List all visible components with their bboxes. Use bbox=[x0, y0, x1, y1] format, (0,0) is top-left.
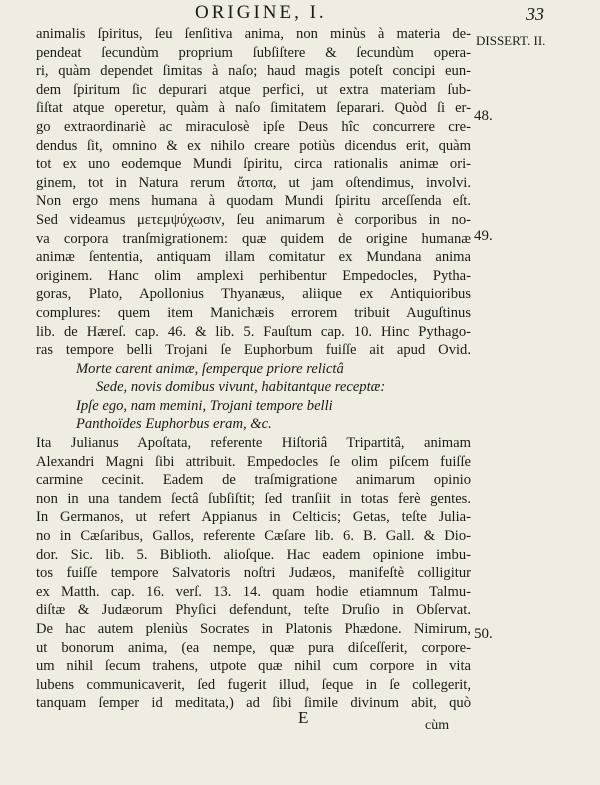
side-note-50: 50. bbox=[474, 626, 493, 642]
text-line: um nihil ſecum trahens, utpote quæ nihil cum corpore in vita bbox=[36, 658, 471, 675]
side-note-48: 48. bbox=[474, 108, 493, 124]
text-line: complures: quem item Manichæis errorem tribuit Auguſtinus bbox=[36, 304, 471, 321]
text-line: ut bonorum anima, (ea nempe, quæ pura diſceſſerit, corpore- bbox=[36, 639, 471, 656]
running-title: ORIGINE, I. bbox=[195, 2, 327, 23]
text-line: originem. Hanc olim amplexi perhibentur Empedocles, Pytha- bbox=[36, 267, 471, 284]
text-line: tot ex uno eodemque Mundi ſpiritu, circa rationalis animæ ori- bbox=[36, 156, 471, 173]
text-line: ginem, tot in Natura rerum ἄτοπα, ut jam oſtendimus, involvi. bbox=[36, 174, 471, 191]
text-line: go extraordinariè ac miraculosè ipſe Deus hîc concurrere cre- bbox=[36, 118, 471, 135]
verse-line: Morte carent animæ, ſemperque priore relictâ bbox=[76, 360, 344, 377]
text-line: carmine cecinit. Eadem de traſmigratione animarum opinio bbox=[36, 472, 471, 489]
text-line: lib. de Hæreſ. cap. 46. & lib. 5. Fauſtum cap. 10. Hinc Pythago- bbox=[36, 323, 471, 340]
text-line: tanquam ſemper id meditata,) ad ſibi ſimile divinum abit, quò bbox=[36, 695, 471, 712]
page-footer bbox=[0, 708, 600, 738]
page-header bbox=[0, 2, 600, 24]
text-line: diſtæ & Judæorum Phyſici defendunt, teſte Druſio in Obſervat. bbox=[36, 602, 471, 619]
text-line: animæ ſententia, antiquam illam comitatur ex Mundana anima bbox=[36, 249, 471, 266]
text-line: Non ergo mens humana à quodam Mundi ſpiritu arceſſenda eſt. bbox=[36, 193, 471, 210]
text-line: lubens communicaverit, ſed fugerit illud, ſeque in ſe collegerit, bbox=[36, 676, 471, 693]
text-line: ras tempore belli Trojani ſe Euphorbum fuiſſe ait apud Ovid. bbox=[36, 342, 471, 359]
text-line: dem ſpiritum ſic depurari atque perfici, ut extra materiam ſub- bbox=[36, 81, 471, 98]
text-line: dor. Sic. lib. 5. Biblioth. alioſque. Hac eadem opinione imbu- bbox=[36, 546, 471, 563]
text-line: no in Cæſaribus, Gallos, referente Cæſare lib. 6. B. Gall. & Dio- bbox=[36, 528, 471, 545]
text-line: goras, Plato, Apollonius Thyanæus, aliique ex Antiquioribus bbox=[36, 286, 471, 303]
text-line: pendeat ſecundùm proprium ſubſiſtere & ſecundùm opera- bbox=[36, 44, 471, 61]
text-line: va corpora tranſmigrationem: quæ quidem de origine humanæ bbox=[36, 230, 471, 247]
text-line: Ita Julianus Apoſtata, referente Hiſtoriâ Tripartitâ, animam bbox=[36, 435, 471, 452]
text-line: ex Matth. cap. 16. verſ. 13. 14. quam hodie etiamnum Talmu- bbox=[36, 583, 471, 600]
text-line: Alexandri Magni ſibi attribuit. Empedocles ſe olim piſcem fuiſſe bbox=[36, 453, 471, 470]
page-number: 33 bbox=[526, 4, 544, 24]
text-line: non in una tandem ſectâ ſubſiſtit; ſed tranſiit in totas ferè gentes. bbox=[36, 490, 471, 507]
text-line: dendus ſit, omnino & ex nihilo creare potiùs dicendus erit, quàm bbox=[36, 137, 471, 154]
verse-line: Panthoïdes Euphorbus eram, &c. bbox=[76, 416, 272, 433]
side-note-49: 49. bbox=[474, 228, 493, 244]
text-line: Sed videamus μετεμψύχωσιν, ſeu animarum è corporibus in no- bbox=[36, 211, 471, 228]
catchword: cùm bbox=[425, 718, 450, 733]
verse-line: Sede, novis domibus vivunt, habitantque receptæ: bbox=[96, 379, 386, 396]
text-line: tos fuiſſe tempore Salvatoris noſtri Judæos, manifeſtè colligitur bbox=[36, 565, 471, 582]
verse-line: Ipſe ego, nam memini, Trojani tempore belli bbox=[76, 397, 333, 414]
text-line: ri, quàm dependet ſimitas à naſo; haud magis poteſt concipi eun- bbox=[36, 63, 471, 80]
text-line: In Germanos, ut refert Appianus in Celticis; Getas, teſte Julia- bbox=[36, 509, 471, 526]
signature-mark: E bbox=[298, 708, 309, 727]
text-line: animalis ſpiritus, ſeu ſenſitiva anima, non minùs à materia de- bbox=[36, 26, 471, 42]
text-line: ſiſtat atque operetur, quàm à naſo ſimitatem ſeparari. Quòd ſi er- bbox=[36, 100, 471, 117]
text-line: De hac autem pleniùs Socrates in Platonis Phædone. Nimirum, bbox=[36, 621, 471, 637]
side-note-dissertation: DISSERT. II. bbox=[476, 33, 546, 48]
body-text bbox=[36, 25, 471, 713]
